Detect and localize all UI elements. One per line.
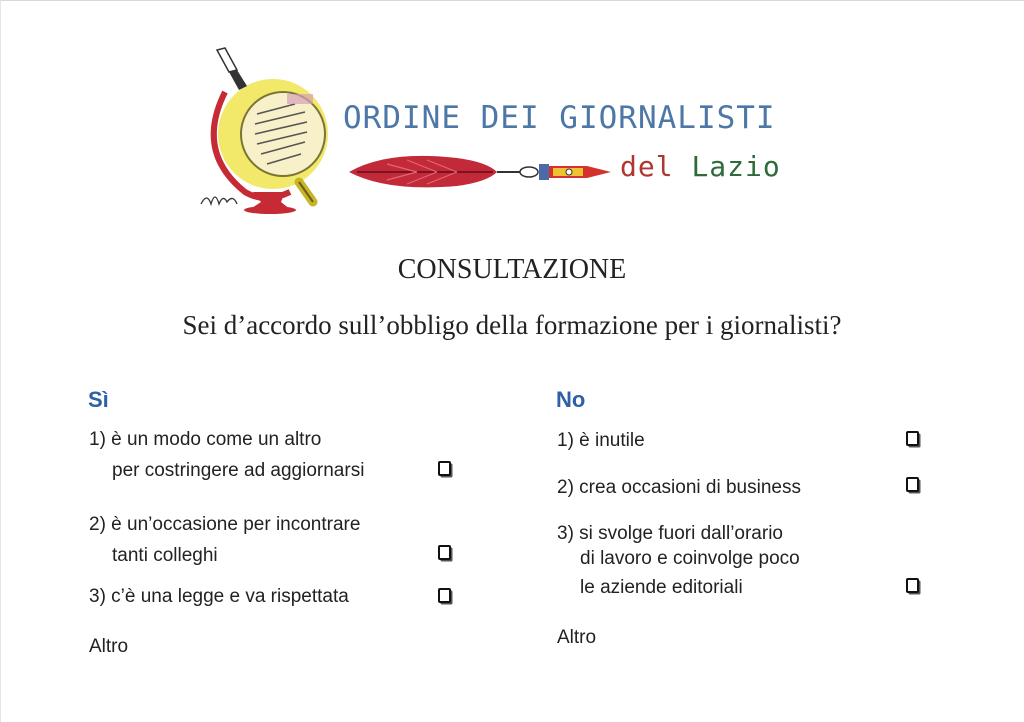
yes-option-3-checkbox[interactable]	[438, 588, 451, 603]
no-option-2-checkbox[interactable]	[906, 477, 919, 492]
no-option-3-line-3: le aziende editoriali	[580, 577, 743, 598]
page-title: CONSULTAZIONE	[397, 254, 627, 285]
no-option-3-line-2: di lavoro e coinvolge poco	[580, 548, 800, 569]
yes-option-1-line-1: 1) è un modo come un altro	[89, 429, 322, 450]
yes-other-label: Altro	[89, 636, 129, 657]
no-option-3-line-1: 3) si svolge fuori dall’orario	[557, 523, 783, 544]
org-region	[620, 150, 781, 183]
no-column-title: No	[556, 387, 586, 412]
yes-option-2-checkbox[interactable]	[438, 545, 451, 560]
no-other-label: Altro	[557, 627, 597, 648]
globe-logo-icon	[195, 42, 335, 222]
yes-option-1-line-2: per costringere ad aggiornarsi	[112, 460, 365, 481]
org-name: ORDINE DEI GIORNALISTI	[343, 100, 776, 136]
yes-option-2-line-1: 2) è un’occasione per incontrare	[89, 514, 361, 535]
feather-pen-icon	[347, 148, 615, 192]
org-region-prefix: del	[620, 150, 674, 183]
no-option-3-checkbox[interactable]	[906, 578, 919, 593]
yes-option-3-line-1: 3) c’è una legge e va rispettata	[89, 586, 349, 607]
survey-question: Sei d’accordo sull’obbligo della formazione per i giornalisti?	[182, 310, 842, 340]
org-region-name: Lazio	[691, 150, 781, 183]
no-option-2-line-1: 2) crea occasioni di business	[557, 477, 801, 498]
yes-option-1-checkbox[interactable]	[438, 461, 451, 476]
no-option-1-checkbox[interactable]	[906, 431, 919, 446]
no-option-1-line-1: 1) è inutile	[557, 430, 645, 451]
yes-option-2-line-2: tanti colleghi	[112, 545, 218, 566]
yes-column-title: Sì	[88, 387, 109, 412]
